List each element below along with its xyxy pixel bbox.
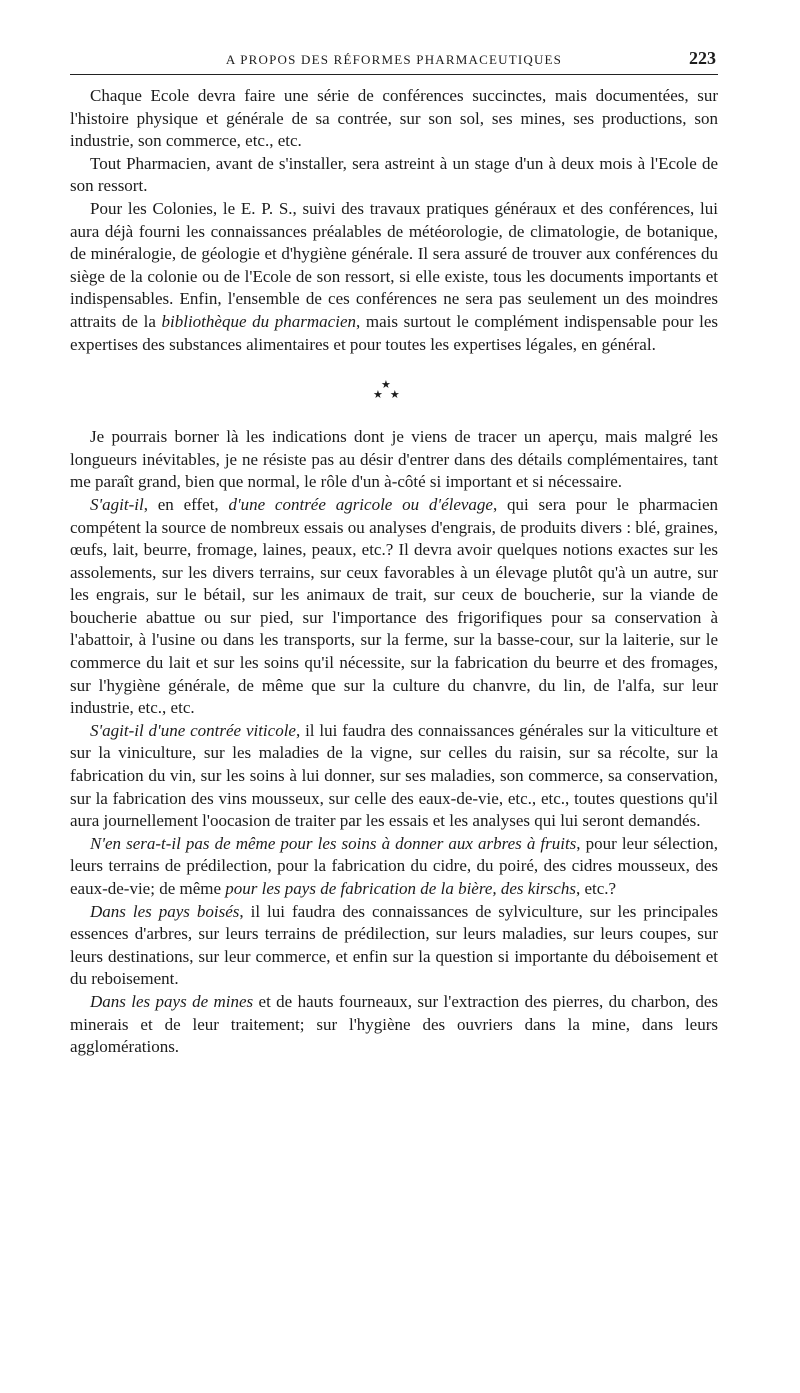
emphasis-mines: Dans les pays de mines: [90, 991, 254, 1011]
asterism-star-icon: ★: [381, 379, 391, 392]
paragraph-colonies: Pour les Colonies, le E. P. S., suivi des travaux pratiques généraux et des conférences, lui aura déjà fourni les connaissances préalables de météorologie, de climatologie, de botanique, de minéralogie, de géologie et d'hygiène générale. Il sera assuré de trouver aux conférences du siège de la colonie ou de l'Ecole de son ressort, si elle existe, tous les documents importants et indispensables. Enfin, l'ensemble de ces conférences ne sera pas seulement un des moindres attraits de la bibliothèque du pharmacien, mais surtout le complément indispensable pour les expertises des substances alimentaires et pour toutes les expertises légales, en général.: [70, 198, 718, 354]
emphasis-viticole: S'agit-il d'une contrée viticole: [90, 720, 296, 740]
book-page: [70, 40, 718, 1059]
emphasis-agricole: d'une contrée agricole ou d'élevage: [228, 494, 493, 514]
emphasis-biere: pour les pays de fabrication de la bière, des kirschs: [225, 879, 576, 898]
paragraph-conferences: Chaque Ecole devra faire une série de conférences succinctes, mais documentées, sur l'histoire physique et générale de sa contrée, sur son sol, ses mines, ses productions, son industrie, son commerce, etc., etc.: [70, 86, 718, 151]
paragraph-viticole: S'agit-il d'une contrée viticole, il lui faudra des connaissances générales sur la viticulture et sur la viniculture, sur les maladies de la vigne, sur celles du raisin, sur sa récolte, sur la fabrication du vin, sur les soins à lui donner, sur ses maladies, son commerce, sa conservation, sur la fabrication des vins mousseux, sur celle des eaux-de-vie, etc., etc., toutes questions qu'il aura journellement l'oocasion de traiter par les essais et les analyses qui lui seront demandés.: [70, 720, 718, 831]
paragraph-agricole: S'agit-il, en effet, d'une contrée agricole ou d'élevage, qui sera pour le pharmacien compétent la source de nombreux essais ou analyses d'engrais, de produits divers : blé, graines, œufs, lait, beurre, fromage, laines, peaux, etc.? Il devra avoir quelques notions exactes sur les assolements, sur les divers terrains, sur ceux favorables à un élevage plutôt qu'à un autre, sur les engrais, sur le bétail, sur les animaux de trait, sur ceux de boucherie, sur la viande de boucherie abattue ou sur pied, sur l'importance des frigorifiques pour sa conservation à l'abattoir, à l'usine ou dans les transports, sur la ferme, sur la basse-cour, sur la laiterie, sur le commerce du lait et sur les soins qu'il nécessite, sur la fabrication du beurre et des fromages, sur l'hygiène générale, de même que sur la culture du chanvre, du lin, de l'alfa, sur leur industrie, etc., etc.: [70, 494, 719, 718]
paragraph-stage: Tout Pharmacien, avant de s'installer, sera astreint à un stage d'un à deux mois à l'Ecole de son ressort.: [70, 153, 718, 196]
paragraph-mines: Dans les pays de mines et de hauts fourneaux, sur l'extraction des pierres, du charbon, des minerais et de leur traitement; sur l'hygiène des ouvriers dans la mine, dans leurs agglomérations.: [70, 991, 718, 1057]
emphasis-boises: Dans les pays boisés: [90, 901, 240, 921]
page-number: 223: [689, 48, 716, 68]
emphasis-bibliotheque: bibliothèque du pharmacien: [161, 311, 356, 331]
running-header: [70, 40, 718, 75]
page-body: [70, 85, 718, 1059]
paragraph-indications: Je pourrais borner là les indications dont je viens de tracer un aperçu, mais malgré les longueurs inévitables, je ne résiste pas au désir d'entrer dans des détails complémentaires, tant me paraît grand, bien que normal, le rôle d'un à-côté si important et si nécessaire.: [70, 427, 718, 492]
asterism-divider: [70, 356, 718, 426]
emphasis-fruits: N'en sera-t-il pas de même pour les soins à donner aux arbres à fruits: [90, 833, 577, 853]
asterism-stars-icon: ★★: [373, 389, 407, 402]
paragraph-boises: Dans les pays boisés, il lui faudra des connaissances de sylviculture, sur les principales essences d'arbres, sur leurs terrains de prédilection, sur leurs maladies, sur leurs coupes, sur leurs destinations, sur leur commerce, et enfin sur la question si importante du déboisement et du reboisement.: [70, 901, 718, 989]
running-title: A PROPOS DES RÉFORMES PHARMACEUTIQUES: [225, 52, 563, 67]
paragraph-fruits: N'en sera-t-il pas de même pour les soins à donner aux arbres à fruits, pour leur sélection, leurs terrains de prédilection, pour la fabrication du cidre, du poiré, des cidres mousseux, des eaux-de-vie; de même pour les pays de fabrication de la bière, des kirschs, etc.?: [70, 833, 718, 898]
